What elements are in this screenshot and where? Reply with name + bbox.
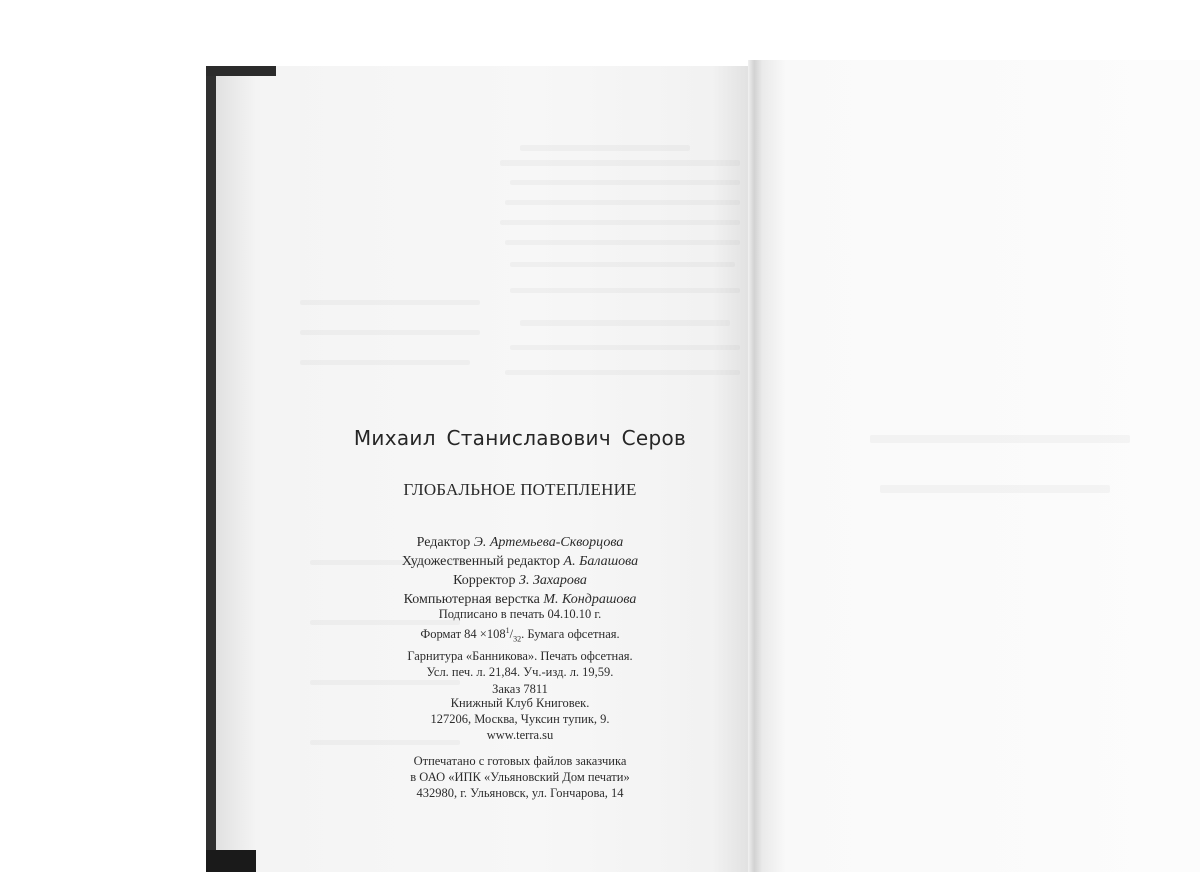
credit-role: Художественный редактор <box>401 554 561 569</box>
credit-role: Корректор <box>453 573 516 588</box>
scan-shadow-top <box>206 66 276 76</box>
show-through <box>505 370 740 375</box>
credit-name: А. Балашова <box>563 554 639 569</box>
credit-line <box>300 571 740 590</box>
show-through <box>505 200 740 205</box>
scan-shadow-bottom <box>206 850 256 872</box>
publisher-block <box>300 695 740 743</box>
format-sub: 32 <box>513 634 522 644</box>
book-title: ГЛОБАЛЬНОЕ ПОТЕПЛЕНИЕ <box>403 480 637 499</box>
author-name: Михаил Станиславович Серов <box>353 426 687 450</box>
show-through <box>520 145 690 151</box>
order-line: Заказ 7811 <box>492 681 548 696</box>
credits-block <box>300 533 740 609</box>
format-sup: 1 <box>505 625 510 635</box>
show-through <box>520 320 730 326</box>
show-through <box>510 288 740 293</box>
show-through <box>500 160 740 166</box>
format-slash: / <box>509 626 514 641</box>
show-through <box>300 330 480 335</box>
show-through <box>870 435 1130 443</box>
credit-line <box>300 533 740 552</box>
publisher-name: Книжный Клуб Книговек. <box>450 696 590 710</box>
show-through <box>300 360 470 365</box>
format-suffix: . Бумага офсетная. <box>521 626 620 641</box>
show-through <box>510 262 735 267</box>
credit-name: З. Захарова <box>519 573 587 588</box>
show-through <box>510 180 740 185</box>
left-page-edge <box>206 76 216 850</box>
format-line <box>300 623 740 648</box>
show-through <box>500 220 740 225</box>
printer-line: в ОАО «ИПК «Ульяновский Дом печати» <box>410 770 630 784</box>
printer-block <box>300 753 740 801</box>
publisher-website: www.terra.su <box>486 728 554 742</box>
show-through <box>300 300 480 305</box>
format-prefix: Формат 84 ×108 <box>420 626 506 641</box>
printer-line: 432980, г. Ульяновск, ул. Гончарова, 14 <box>416 786 624 800</box>
right-page <box>756 60 1200 872</box>
credit-name: Э. Артемьева-Скворцова <box>473 535 624 550</box>
left-page <box>206 66 756 872</box>
publisher-address: 127206, Москва, Чуксин тупик, 9. <box>430 712 610 726</box>
book-gutter <box>748 60 762 872</box>
printing-details <box>300 606 740 697</box>
typeface-line: Гарнитура «Банникова». Печать офсетная. <box>407 648 633 663</box>
credit-role: Компьютерная верстка <box>403 592 540 607</box>
signed-date: Подписано в печать 04.10.10 г. <box>438 607 602 621</box>
credit-role: Редактор <box>416 535 471 550</box>
printer-line: Отпечатано с готовых файлов заказчика <box>413 754 627 768</box>
show-through <box>880 485 1110 493</box>
show-through <box>510 345 740 350</box>
credit-name: М. Кондрашова <box>543 592 637 607</box>
credit-line <box>300 552 740 571</box>
sheets-line: Усл. печ. л. 21,84. Уч.-изд. л. 19,59. <box>426 665 614 680</box>
show-through <box>505 240 740 245</box>
